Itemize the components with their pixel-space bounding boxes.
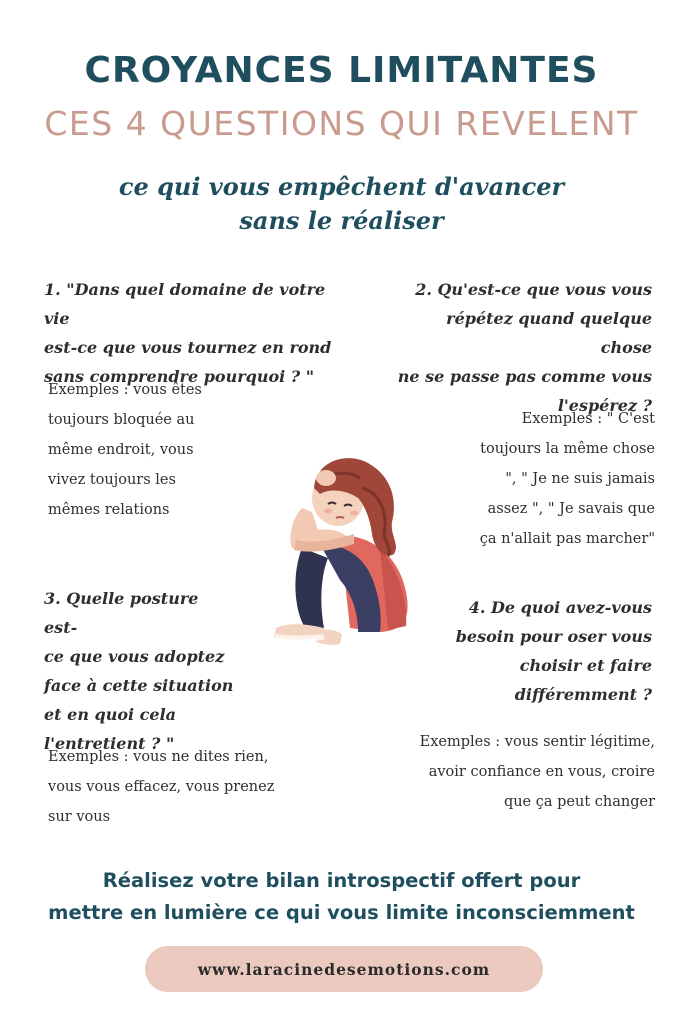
example-line: toujours la même chose [480,441,655,457]
example-line: ça n'allait pas marcher" [479,531,655,547]
question-3 [44,584,234,758]
question-line: et en quoi cela [44,705,177,724]
example-line: Exemples : vous êtes [48,382,202,398]
website-link-button[interactable] [145,946,543,992]
cta-line-2: mettre en lumière ce qui vous limite inconsciemment [48,901,635,924]
example-line: Exemples : vous sentir légitime, [419,734,655,750]
example-line: vous vous effacez, vous prenez [48,779,275,795]
example-line: que ça peut changer [503,794,655,810]
question-1 [44,275,344,391]
example-3 [48,742,323,832]
example-line: assez ", " Je savais que [487,501,655,517]
example-line: avoir confiance en vous, croire [428,764,655,780]
tagline-line-2: sans le réaliser [239,206,444,235]
question-line: l'entretient ? " [44,734,175,753]
question-line: face à cette situation [44,676,234,695]
website-url[interactable]: www.laracinedesemotions.com [197,959,491,979]
question-line: différemment ? [514,685,652,704]
tagline-line-1: ce qui vous empêchent d'avancer [118,172,565,201]
example-1 [48,375,238,525]
example-line: ", " Je ne suis jamais [505,471,655,487]
question-line: sans comprendre pourquoi ? " [44,367,315,386]
question-line: est-ce que vous tournez en rond [44,338,332,357]
question-line: l'espérez ? [557,396,652,415]
example-line: mêmes relations [48,502,170,518]
example-2 [440,404,655,554]
question-line: besoin pour oser vous [455,627,652,646]
question-line: ne se passe pas comme vous [397,367,652,386]
example-line: toujours bloquée au [48,412,195,428]
question-4 [440,593,652,709]
question-line: 3. Quelle posture est- [44,589,199,637]
example-line: Exemples : vous ne dites rien, [48,749,269,765]
question-line: ce que vous adoptez [44,647,225,666]
page-title: CROYANCES LIMITANTES [84,50,599,91]
tagline [0,170,683,238]
question-line: 2. Qu'est-ce que vous vous [415,280,652,299]
example-4 [380,727,655,817]
question-line: 4. De quoi avez-vous [468,598,652,617]
example-line: Exemples : " C'est [521,411,655,427]
question-line: choisir et faire [519,656,652,675]
call-to-action [0,865,683,929]
question-2 [390,275,652,420]
question-line: répétez quand quelque chose [446,309,652,357]
cta-line-1: Réalisez votre bilan introspectif offert pour [102,869,581,892]
question-line: 1. "Dans quel domaine de votre vie [44,280,326,328]
sitting-sad-woman-illustration [262,448,422,656]
example-line: même endroit, vous [48,442,194,458]
example-line: sur vous [48,809,111,825]
page-subtitle: CES 4 QUESTIONS QUI REVELENT [44,104,639,143]
example-line: vivez toujours les [48,472,176,488]
